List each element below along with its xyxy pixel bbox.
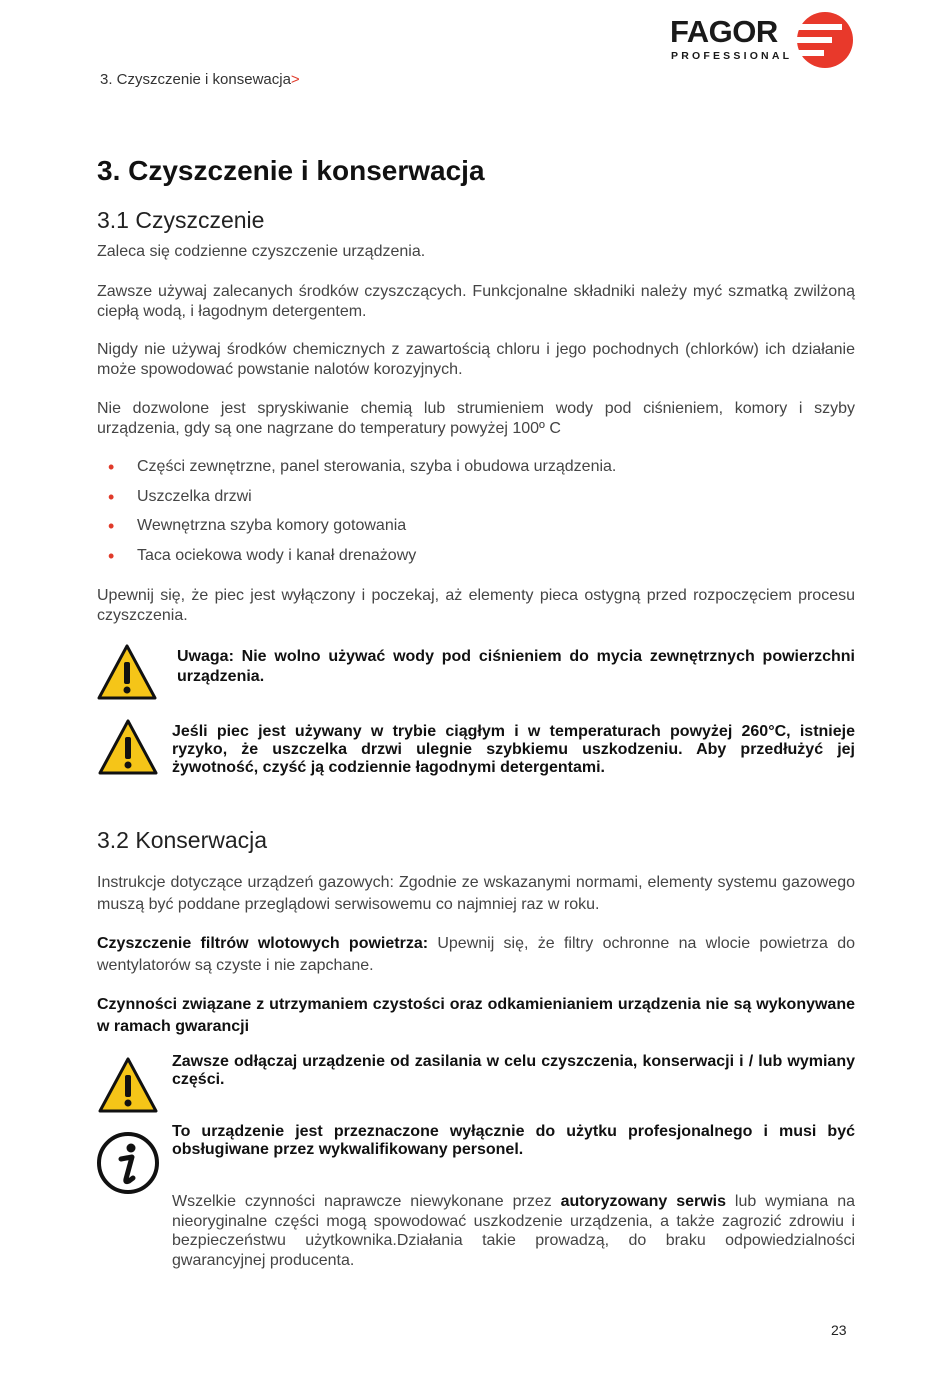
filters-text: Upewnij się, że filtry ochronne na wlocie powietrza do wentylatorów są czyste i nie zapchane. (97, 935, 855, 974)
list-item-text: Uszczelka drzwi (137, 487, 252, 505)
warning-text-2: Jeśli piec jest używany w trybie ciągłym i w temperaturach powyżej 260°C, istnieje ryzyko, że uszczelka drzwi ulegnie szybkiemu uszkodzeniu. Aby przedłużyć jej żywotność, czyść ją codziennie łagodnymi detergentami. (172, 723, 855, 776)
maintenance-heading: 3.2 Konserwacja (97, 827, 268, 853)
info-text-2b: lub wymiana na nieoryginalne części mogą spowodować uszkodzenie urządzenia, a także zagrozić zdrowiu i bezpieczeństwu użytkownika.Działania takie prowadzą, do braku odpowiedzialności gwarancyjnej producenta. (172, 1193, 855, 1269)
section-title: 3. Czyszczenie i konserwacja (97, 155, 485, 186)
bullet-icon: • (108, 486, 115, 507)
list-item-text: Części zewnętrzne, panel sterowania, szyba i obudowa urządzenia. (137, 458, 617, 475)
info-text-2a: Wszelkie czynności naprawcze niewykonane przez (172, 1193, 561, 1210)
list-item-text: Wewnętrzna szyba komory gotowania (137, 517, 407, 534)
warning-text-1: Uwaga: Nie wolno używać wody pod ciśnieniem do mycia zewnętrznych powierzchni urządzenia. (177, 648, 855, 685)
info-text-2 (172, 1192, 855, 1270)
cleaning-paragraph-2: Zawsze używaj zalecanych środków czyszczących. Funkcjonalne składniki należy myć szmatką zwilżoną ciepłą wodą, i łagodnym detergentem. (97, 283, 855, 320)
warning-text-3: Zawsze odłączaj urządzenie od zasilania w celu czyszczenia, konserwacji i / lub wymiany części. (172, 1053, 855, 1088)
bullet-icon: • (108, 545, 115, 566)
cleaning-parts-list (108, 457, 858, 575)
info-circle-icon (96, 1131, 160, 1195)
cleaning-heading: 3.1 Czyszczenie (97, 207, 265, 233)
list-item (108, 516, 858, 546)
bullet-icon: • (108, 457, 115, 477)
breadcrumb (100, 71, 300, 88)
fagor-logo (670, 10, 855, 70)
cleaning-paragraph-4: Nie dozwolone jest spryskiwanie chemią lub strumieniem wody pod ciśnieniem, komory i szyby urządzenia, gdy są one nagrzane do temperatury powyżej 100º C (97, 400, 855, 437)
list-item (108, 487, 858, 517)
bullet-icon: • (108, 516, 115, 536)
breadcrumb-arrow: > (290, 71, 300, 88)
cleaning-paragraph-5: Upewnij się, że piec jest wyłączony i poczekaj, aż elementy pieca ostygną przed rozpoczęciem procesu czyszczenia. (97, 587, 855, 624)
breadcrumb-text: 3. Czyszczenie i konsewacja (100, 71, 291, 88)
list-item-text: Taca ociekowa wody i kanał drenażowy (137, 546, 417, 564)
info-text-1: To urządzenie jest przeznaczone wyłącznie do użytku profesjonalnego i musi być obsługiwane przez wykwalifikowany personel. (172, 1123, 855, 1158)
warranty-note: Czynności związane z utrzymaniem czystości oraz odkamienianiem urządzenia nie są wykonywane w ramach gwarancji (97, 996, 855, 1035)
cleaning-paragraph-1: Zaleca się codzienne czyszczenie urządzenia. (97, 243, 426, 260)
maintenance-paragraph-2 (97, 933, 855, 977)
authorized-service: autoryzowany serwis (560, 1193, 727, 1210)
list-item (108, 546, 858, 576)
maintenance-paragraph-1: Instrukcje dotyczące urządzeń gazowych: Zgodnie ze wskazanymi normami, elementy systemu gazowego muszą być poddane przeglądowi serwisowemu co najmniej raz w roku. (97, 874, 855, 913)
logo-wordmark: FAGOR (670, 14, 778, 49)
filters-heading: Czyszczenie filtrów wlotowych powietrza: (97, 935, 429, 952)
fagor-logo-mark (794, 10, 856, 70)
list-item (108, 457, 858, 487)
warning-triangle-icon (97, 1056, 159, 1114)
warning-triangle-icon (96, 643, 158, 701)
page-number: 23 (831, 1322, 847, 1338)
logo-subtitle: PROFESSIONAL (671, 50, 793, 62)
cleaning-paragraph-3: Nigdy nie używaj środków chemicznych z zawartością chloru i jego pochodnych (chlorków) ich działanie może spowodować powstanie nalotów korozyjnych. (97, 341, 855, 378)
warning-triangle-icon (97, 718, 159, 776)
